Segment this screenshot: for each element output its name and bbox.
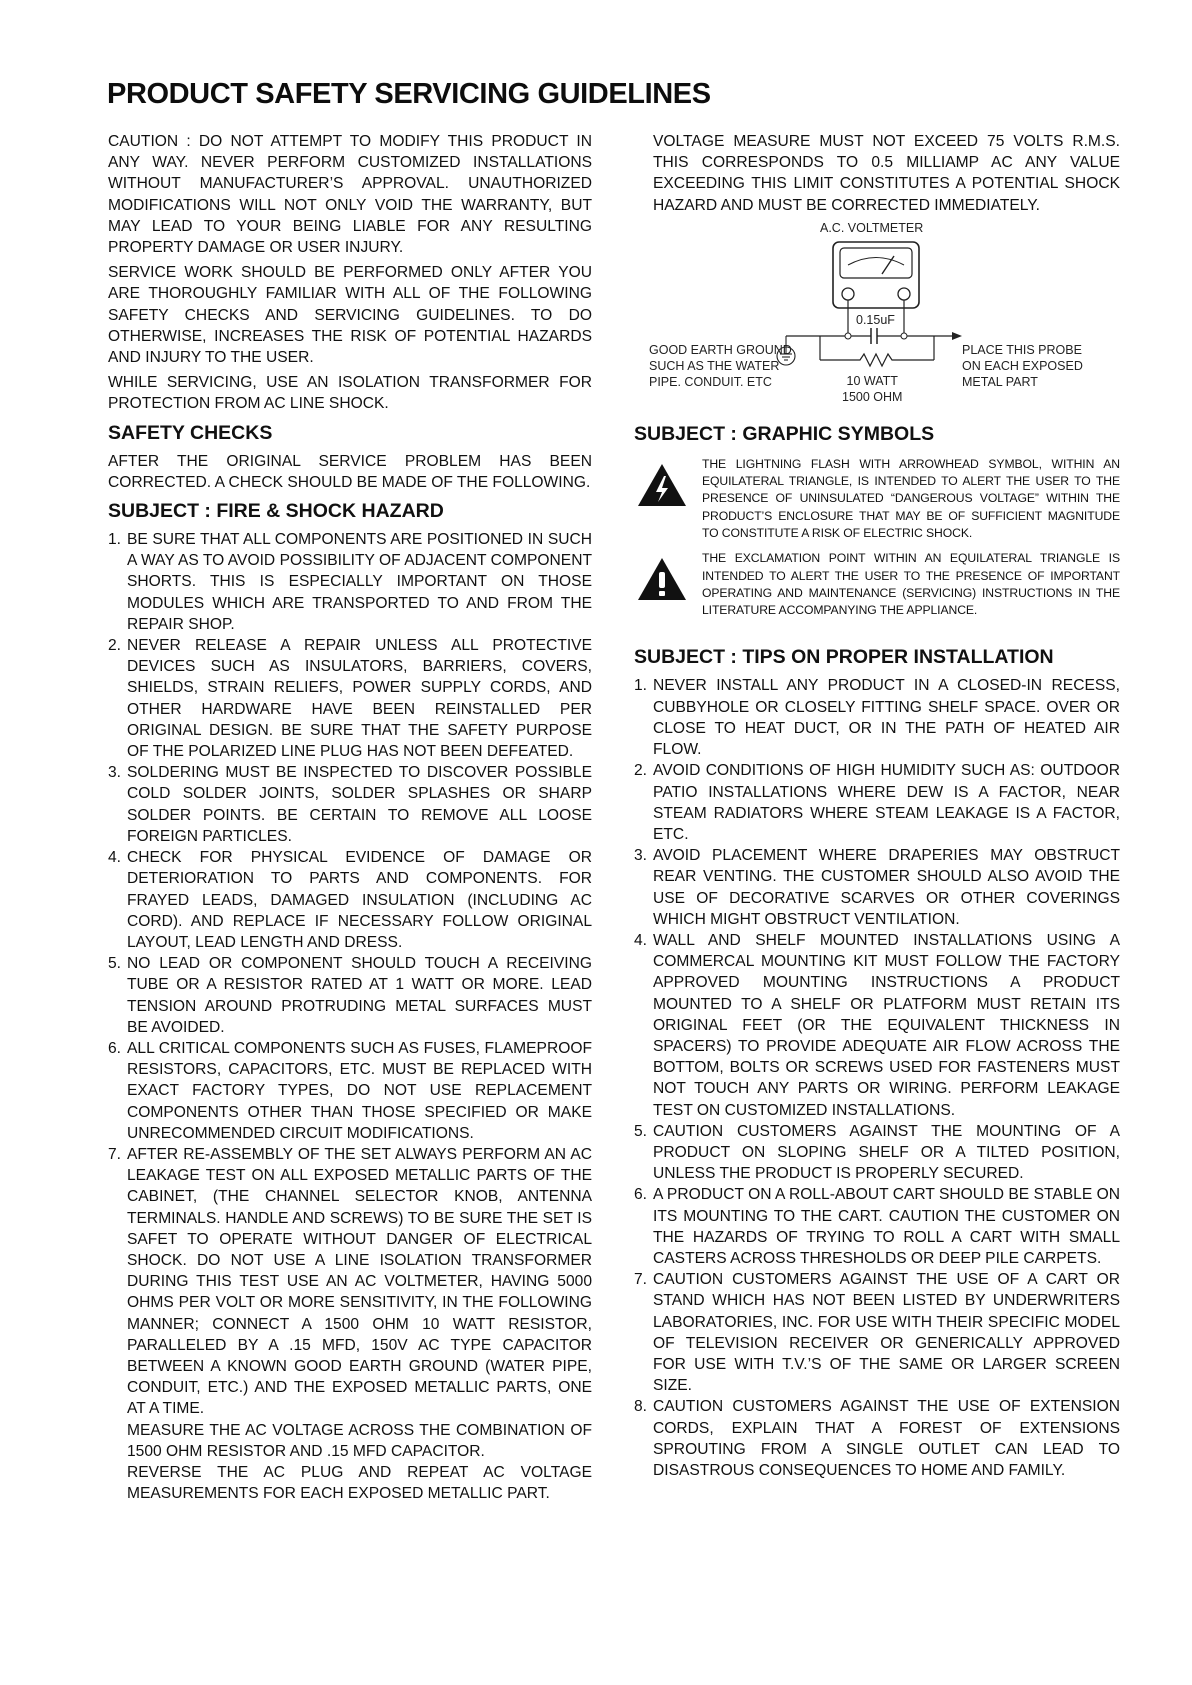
list-item: [108, 762, 592, 847]
meter-terminal-right: [898, 288, 910, 300]
item-number: 2.: [634, 762, 648, 780]
resistor-symbol: [820, 354, 934, 366]
isolation-transformer-paragraph: WHILE SERVICING, USE AN ISOLATION TRANSFORMER FOR PROTECTION FROM AC LINE SHOCK.: [108, 374, 592, 413]
list-item: [634, 1269, 1120, 1396]
fire-shock-list: [108, 529, 592, 1420]
lightning-symbol-text: THE LIGHTNING FLASH WITH ARROWHEAD SYMBOL, WITHIN AN EQUILATERAL TRIANGLE, IS INTENDED TO ALERT THE USER TO THE PRESENCE OF UNINSULATED “DANGEROUS VOLTAGE” WITHIN THE PRODUCT’S ENCLOSURE THAT MAY BE OF SUFFICIENT MAGNITUDE TO CONSTITUTE A RISK OF ELECTRIC SHOCK.: [702, 456, 1120, 540]
item-text: A PRODUCT ON A ROLL-ABOUT CART SHOULD BE STABLE ON ITS MOUNTING TO THE CART. CAUTION THE CUSTOMER ON THE HAZARDS OF TRYING TO ROLL A CART WITH SMALL CASTERS ACROSS THRESHOLDS OR DEEP PILE CARPETS.: [653, 1186, 1120, 1267]
leakage-test-diagram: [634, 220, 1120, 410]
list-item: [634, 675, 1120, 760]
item-number: 1.: [108, 531, 122, 549]
service-work-paragraph: SERVICE WORK SHOULD BE PERFORMED ONLY AFTER YOU ARE THOROUGHLY FAMILIAR WITH ALL OF THE FOLLOWING SAFETY CHECKS AND SERVICING GUIDELINES. TO DO OTHERWISE, INCREASES THE RISK OF POTENTIAL HAZARDS AND INJURY TO THE USER.: [108, 264, 592, 367]
item-number: 5.: [108, 955, 122, 973]
item-number: 7.: [634, 1271, 648, 1289]
list-item: [108, 1144, 592, 1420]
page-title: PRODUCT SAFETY SERVICING GUIDELINES: [107, 78, 711, 110]
exclamation-symbol-row: [634, 550, 1120, 619]
item-number: 2.: [108, 637, 122, 655]
item-number: 8.: [634, 1398, 648, 1416]
list-item: [634, 845, 1120, 930]
list-item: [634, 760, 1120, 845]
fire-shock-heading: SUBJECT : FIRE & SHOCK HAZARD: [108, 500, 444, 523]
probe-label: PLACE THIS PROBE ON EACH EXPOSED METAL PART: [962, 342, 1083, 389]
capacitor-label: 0.15uF: [856, 312, 895, 327]
item7-continuation: REVERSE THE AC PLUG AND REPEAT AC VOLTAGE MEASUREMENTS FOR EACH EXPOSED METALLIC PART.: [127, 1463, 592, 1503]
item-text: ALL CRITICAL COMPONENTS SUCH AS FUSES, FLAMEPROOF RESISTORS, CAPACITORS, ETC. MUST BE REPLACED WITH EXACT FACTORY TYPES, DO NOT USE REPLACEMENT COMPONENTS OTHER THAN THOSE SPECIFIED OR MAKE UNRECOMMENDED CIRCUIT MODIFICATIONS.: [127, 1039, 592, 1142]
item-number: 4.: [634, 931, 648, 949]
item-text: CAUTION CUSTOMERS AGAINST THE MOUNTING OF A PRODUCT ON SLOPING SHELF OR A TILTED POSITION, UNLESS THE PRODUCT IS PROPERLY SECURED.: [653, 1122, 1120, 1183]
item-text: SOLDERING MUST BE INSPECTED TO DISCOVER POSSIBLE COLD SOLDER JOINTS, SOLDER SPLASHES OR SHARP SOLDER POINTS. BE CERTAIN TO REMOVE ALL LOOSE FOREIGN PARTICLES.: [127, 764, 592, 845]
installation-heading: SUBJECT : TIPS ON PROPER INSTALLATION: [634, 646, 1054, 669]
resistor-label: 10 WATT 1500 OHM: [842, 373, 903, 404]
item-text: WALL AND SHELF MOUNTED INSTALLATIONS USING A COMMERCAL MOUNTING KIT MUST FOLLOW THE FACTORY APPROVED MOUNTING INSTRUCTIONS A PRODUCT MOUNTED TO A SHELF OR PLATFORM MUST RETAIN ITS ORIGINAL FEET (OR THE EQUIVALENT THICKNESS IN SPACERS) TO PROVIDE ADEQUATE AIR FLOW ACROSS THE BOTTOM, BOLTS OR SCREWS USED FOR FASTENERS MUST NOT TOUCH ANY PARTS OR WIRING. PERFORM LEAKAGE TEST ON CUSTOMIZED INSTALLATIONS.: [653, 931, 1120, 1119]
lightning-warning-icon: [636, 462, 688, 513]
graphic-symbols-heading: SUBJECT : GRAPHIC SYMBOLS: [634, 422, 935, 445]
ground-label: GOOD EARTH GROUND SUCH AS THE WATER PIPE. CONDUIT. ETC: [649, 342, 792, 389]
list-item: [634, 1396, 1120, 1481]
voltmeter-label: A.C. VOLTMETER: [820, 220, 924, 235]
voltage-limit-paragraph: VOLTAGE MEASURE MUST NOT EXCEED 75 VOLTS R.M.S. THIS CORRESPONDS TO 0.5 MILLIAMP AC ANY VALUE EXCEEDING THIS LIMIT CONSTITUTES A POTENTIAL SHOCK HAZARD AND MUST BE CORRECTED IMMEDIATELY.: [653, 133, 1120, 214]
right-column: [634, 131, 1120, 1481]
installation-list: [634, 675, 1120, 1481]
item-number: 6.: [634, 1186, 648, 1204]
item-text: AFTER RE-ASSEMBLY OF THE SET ALWAYS PERFORM AN AC LEAKAGE TEST ON ALL EXPOSED METALLIC PARTS OF THE CABINET, (THE CHANNEL SELECTOR KNOB, ANTENNA TERMINALS. HANDLE AND SCREWS) TO BE SURE THE SET IS SAFET TO OPERATE WITHOUT DANGER OF ELECTRICAL SHOCK. DO NOT USE A LINE ISOLATION TRANSFORMER DURING THIS TEST USE AN AC VOLTMETER, HAVING 5000 OHMS PER VOLT OR MORE SENSITIVITY, IN THE FOLLOWING MANNER; CONNECT A 1500 OHM 10 WATT RESISTOR, PARALLELED BY A .15 MFD, 150V AC TYPE CAPACITOR BETWEEN A KNOWN GOOD EARTH GROUND (WATER PIPE, CONDUIT, ETC.) AND THE EXPOSED METALLIC PARTS, ONE AT A TIME.: [127, 1145, 592, 1418]
list-item: [108, 1038, 592, 1144]
list-item: [108, 529, 592, 635]
voltmeter-dial: [840, 248, 912, 278]
item-number: 1.: [634, 677, 648, 695]
item-text: CAUTION CUSTOMERS AGAINST THE USE OF EXTENSION CORDS, EXPLAIN THAT A FOREST OF EXTENSIONS SPROUTING FROM A SINGLE OUTLET CAN LEAD TO DISASTROUS CONSEQUENCES TO HOME AND FAMILY.: [653, 1398, 1120, 1479]
exclamation-symbol-text: THE EXCLAMATION POINT WITHIN AN EQUILATERAL TRIANGLE IS INTENDED TO ALERT THE USER TO THE PRESENCE OF IMPORTANT OPERATING AND MAINTENANCE (SERVICING) INSTRUCTIONS IN THE LITERATURE ACCOMPANYING THE APPLIANCE.: [702, 551, 1120, 618]
item-text: BE SURE THAT ALL COMPONENTS ARE POSITIONED IN SUCH A WAY AS TO AVOID POSSIBILITY OF ADJACENT COMPONENT SHORTS. THIS IS ESPECIALLY IMPORTANT ON THOSE MODULES WHICH ARE TRANSPORTED TO AND FROM THE REPAIR SHOP.: [127, 531, 592, 633]
probe-arrow: [952, 332, 962, 340]
item-text: NEVER INSTALL ANY PRODUCT IN A CLOSED-IN RECESS, CUBBYHOLE OR CLOSELY FITTING SHELF SPACE. OVER OR CLOSE TO HEAT DUCT, OR IN THE PATH OF HEATED AIR FLOW.: [653, 677, 1120, 759]
list-item: [634, 1184, 1120, 1269]
item-number: 6.: [108, 1039, 122, 1057]
item-number: 3.: [634, 847, 648, 865]
safety-checks-heading: SAFETY CHECKS: [108, 421, 273, 444]
item7-continuation: MEASURE THE AC VOLTAGE ACROSS THE COMBINATION OF 1500 OHM RESISTOR AND .15 MFD CAPACITOR.: [127, 1421, 592, 1460]
list-item: [108, 847, 592, 953]
item-number: 5.: [634, 1122, 648, 1140]
item-text: NO LEAD OR COMPONENT SHOULD TOUCH A RECEIVING TUBE OR A RESISTOR RATED AT 1 WATT OR MORE. LEAD TENSION AROUND PROTRUDING METAL SURFACES MUST BE AVOIDED.: [127, 955, 592, 1036]
item-text: NEVER RELEASE A REPAIR UNLESS ALL PROTECTIVE DEVICES SUCH AS INSULATORS, BARRIERS, COVERS, SHIELDS, STRAIN RELIEFS, POWER SUPPLY CORDS, AND OTHER HARDWARE HAVE BEEN REINSTALLED PER ORIGINAL DESIGN. BE SURE THAT THE SAFETY PURPOSE OF THE POLARIZED LINE PLUG HAS NOT BEEN DEFEATED.: [127, 637, 592, 761]
list-item: [634, 930, 1120, 1121]
item-number: 4.: [108, 849, 122, 867]
lightning-symbol-row: [634, 456, 1120, 542]
item-number: 3.: [108, 764, 122, 782]
item-text: AVOID PLACEMENT WHERE DRAPERIES MAY OBSTRUCT REAR VENTING. THE CUSTOMER SHOULD ALSO AVOID THE USE OF DECORATIVE SCARVES OR OTHER COVERINGS WHICH MIGHT OBSTRUCT VENTILATION.: [653, 847, 1120, 928]
left-column: [108, 131, 592, 1504]
list-item: [108, 953, 592, 1038]
item-text: CHECK FOR PHYSICAL EVIDENCE OF DAMAGE OR DETERIORATION TO PARTS AND COMPONENTS. FOR FRAYED LEADS, DAMAGED INSULATION (INCLUDING AC CORD). AND REPLACE IF NECESSARY FOLLOW ORIGINAL LAYOUT, LEAD LENGTH AND DRESS.: [127, 849, 592, 951]
exclamation-warning-icon: [636, 556, 688, 607]
item-text: AVOID CONDITIONS OF HIGH HUMIDITY SUCH AS: OUTDOOR PATIO INSTALLATIONS WHERE DEW IS A FACTOR, NEAR STEAM RADIATORS WHERE STEAM LEAKAGE IS A FACTOR, ETC.: [653, 762, 1120, 843]
list-item: [634, 1121, 1120, 1185]
item-text: CAUTION CUSTOMERS AGAINST THE USE OF A CART OR STAND WHICH HAS NOT BEEN LISTED BY UNDERWRITERS LABORATORIES, INC. FOR USE WITH THEIR SPECIFIC MODEL OF TELEVISION RECEIVER OR GENERICALLY APPROVED FOR USE WITH T.V.’S OF THE SAME OR LARGER SCREEN SIZE.: [653, 1271, 1120, 1395]
item-number: 7.: [108, 1145, 122, 1163]
caution-paragraph: CAUTION : DO NOT ATTEMPT TO MODIFY THIS PRODUCT IN ANY WAY. NEVER PERFORM CUSTOMIZED INSTALLATIONS WITHOUT MANUFACTURER’S APPROVAL. UNAUTHORIZED MODIFICATIONS WILL NOT ONLY VOID THE WARRANTY, BUT MAY LEAD TO YOUR BEING LIABLE FOR ANY RESULTING PROPERTY DAMAGE OR USER INJURY.: [108, 133, 592, 257]
list-item: [108, 635, 592, 762]
meter-terminal-left: [842, 288, 854, 300]
safety-checks-text: AFTER THE ORIGINAL SERVICE PROBLEM HAS BEEN CORRECTED. A CHECK SHOULD BE MADE OF THE FOLLOWING.: [108, 452, 592, 491]
